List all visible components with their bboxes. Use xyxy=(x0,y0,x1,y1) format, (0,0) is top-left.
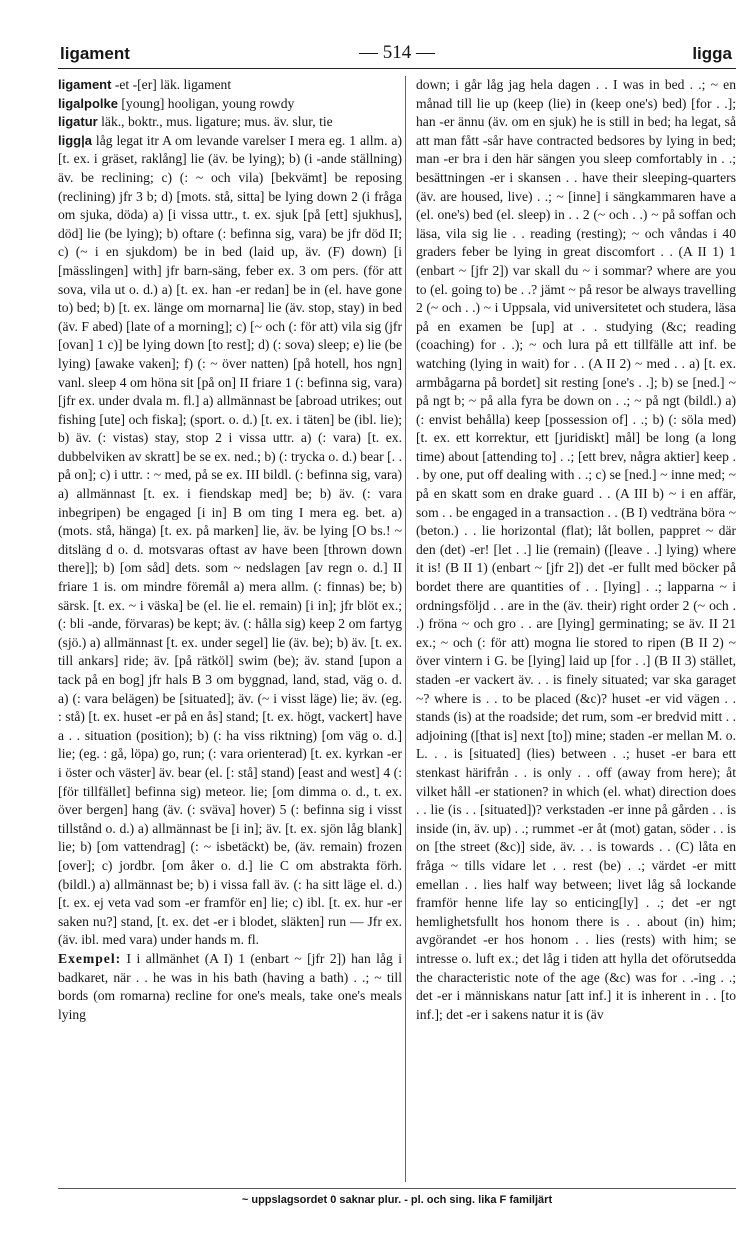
headword: ligalpolke xyxy=(58,95,118,111)
entry-ligatur xyxy=(58,113,402,132)
right-column xyxy=(416,76,736,1186)
left-column xyxy=(58,76,402,1186)
entry-ligament xyxy=(58,76,402,95)
headword: ligg|a xyxy=(58,132,92,148)
examples-block xyxy=(58,950,402,1024)
page-footer xyxy=(58,1194,736,1216)
page-header xyxy=(58,40,736,69)
entry-text: -et -[er] läk. ligament xyxy=(114,77,232,92)
running-head-left: ligament xyxy=(60,44,130,63)
examples-label: Exempel: xyxy=(58,950,122,966)
headword: ligament xyxy=(58,77,112,92)
entry-text: [young] hooligan, young rowdy xyxy=(121,95,295,111)
running-head-right: ligga xyxy=(692,44,732,63)
footer-rule xyxy=(58,1188,736,1189)
abbreviation-key: ~ uppslagsordet 0 saknar plur. - pl. och sing. lika F familjärt xyxy=(241,1194,553,1206)
examples-text: I i allmänhet (A I) 1 (enbart ~ [jfr 2]) han låg i badkaret, när . . he was in his bath (having a bath) . .; ~ till bords (om romarna) recline for one's meals, take one's meals lying xyxy=(58,950,402,1022)
entry-ligga xyxy=(58,132,402,950)
entry-continuation: down; i går låg jag hela dagen . . I was in bed . .; ~ en månad till lie up (keep (lie) in (keep one's) bed) [for . .]; han -er ännu (äv. om en sjuk) he is still in bed; ha legat, så att man fått -sår have contracted bedsores by lying in bed; man -er bra i den här sängen you sleep comfortably in . .; besättningen -er i skansen . . have their sleeping-quarters (äv. are housed, live) . .; ~ [inne] i sängkammaren have a (el. one's) bed (el. sleep) in . . 2 (~ och . .) ~ på soffan och läsa, vila sig lie . . reading (resting); ~ och våndas i 40 graders feber be lying in great discomfort . . (A II 1) 1 (enbart ~ [jfr 2]) var skall du ~ i sommar? where are you to (el. going to) be . .? jämt ~ på resor be always travelling 2 (~ och . .) ~ i Uppsala, vid universitetet och studera, läsa på en examen be [up] at . . studying (&c; reading (coaching) for . .); ~ och lura på ett tillfälle att inf. be watching (lying in wait) for . . (A II 2) ~ med . . a) [t. ex. armbågarna på bordet] sit resting [one's . .]; b) se [ned.] ~ på ngt b; ~ på alla fyra be down on . .; ~ på ngt (bildl.) a) (: envist behålla) keep [possession of] . .; b) (: söla med) [t. ex. ett korrektur, ett [juridiskt] mål] be long (a long time) about [attending to] . .; [ett brev, några aktier] keep . . by one, put off dealing with . .; c) se [ned.] ~ inne med; ~ på en skatt som en drake guard . . (A III b) ~ i en affär, som . . be engaged in a transaction . . (B I) vedträna böra ~ (beton.) . . lie horizontal (flat); låt bollen, pappret ~ där den (det) -er! [let . .] lie (remain) ([leave . .] lying) where it is! (B II 1) (enbart ~ [jfr 2]) det -er fullt med böcker på bordet there are quantities of . . [lying] . .; lapparna ~ i ordningsföljd . . are in the (äv. their) right order 2 (~ och . .) fröna ~ och gro . . are [lying] germinating; se äv. II 21 ex.; ~ och (: för att) mogna lie stored to ripen (B II 2) ~ över vintern i G. be [lying] laid up [for . .] (B II 3) stället, staden -er vackert äv. . . is finely situated; var ska garaget ~? where is . . to be placed (&c)? huset -er vid vägen . . stands (is) at the roadside; det rum, som -er bredvid mitt . . adjoining ([that is] next [to]) mine; staden -er mellan M. o. L. . . is [situated] (lies) between . .; huset -er bara ett stenkast härifrån . . is only . . off (away from here); åt vilket håll -er stationen? in which (el. what) direction does . . lie (is . . [situated])? verkstaden -er inne på gården . . is inside (in, äv. up) . .; rummet -er åt (mot) gatan, söder . . is on [the street (&c)] side, äv. . . is towards . . (C) låta en fråga ~ tills vidare let . . rest (be) . .; värdet -er mitt emellan . . lies half way between; livet låg så lockande framför henne life lay so enticing[ly] . .; det -er ngt hemlighetsfullt hos honom there is . . about (in) him; avgörandet -er hos honom . . lies (rests) with him; se intresse o. luft ex.; det låg i tiden att hylla det oförutsedda the characteristic note of the age (&c) was for . .-ing . .; det -er i människans natur [att inf.] it is inherent in . . [to inf.]; det -er i sakens natur it is (äv xyxy=(416,77,736,1022)
entry-text: läk., boktr., mus. ligature; mus. äv. slur, tie xyxy=(101,114,333,130)
headword: ligatur xyxy=(58,114,98,130)
page-number: — 514 — xyxy=(359,42,435,63)
column-divider xyxy=(405,76,406,1182)
entry-ligapojke xyxy=(58,95,402,114)
entry-text: låg legat itr A om levande varelser I mera eg. 1 allm. a) [t. ex. i gräset, raklång] lie (äv. be lying); b) (i -ande ställning) äv. be reclining; c) (: ~ och vila) [bekvämt] be reposing (reclining) jfr 3 b; d) [mots. stå, sitta] be lying down 2 (i fråga om sjuka, döda) a) [i vissa uttr., t. ex. sjuk [på [ett] sjukhus], död] lie (be lying); b) oftare (: befinna sig, vara) be jfr död II; c) (~ i en sjukdom) be in bed (laid up, äv. (F) down) [i [mässlingen] with] jfr barn-säng, feber ex. 3 om pers. (för att sova, vila ut o. d.) a) [t. ex. han -er redan] be in (el. have gone to) bed; b) [t. ex. länge om mornarna] lie (äv. stop, stay) in bed (äv. F abed) [late of a morning]; c) [~ och (: för att) vila sig (jfr [ovan] 1 c)] be lying down [to rest]; d) (: sova) sleep; e) lie (be lying) [awake vaken]; f) (: ~ över natten) [på hotell, hos ngn] vanl. sleep 4 om höna sit [på on] II friare 1 (: befinna sig, vara) [jfr ex. under dvala m. fl.] a) allmännast be [abroad utrikes; out fishing [ute] och fiska]; (sport. o. d.) [t. ex. i täten] be (ibl. lie); b) äv. (: vistas) stay, stop 2 i vissa uttr. a) (: vara) [t. ex. dubbelviken av skratt] be se ex. ned.; b) (: trycka o. d.) bear [. . på on]; c) i uttr. : ~ med, på se ex. III bildl. (: befinna sig, vara) a) allmännast [t. ex. i fiendskap med] be; b) äv. (: vara inbegripen) be engaged [i in] B om ting I mera eg. bet. a) (mots. stå, hänga) [t. ex. på marken] lie, äv. be lying [O bs.! ~ ditsläng d o. d. motsvaras oftast av have been [thrown down there]]; b) [om såd] dets. som ~ nedslagen [av regn o. d.] II friare 1 is. om mindre föremål a) mera allm. (: finnas) be; b) särsk. [t. ex. ~ i väska] be (el. lie el. remain) [i in]; jfr blöt ex.; (: bli -ande, förvaras) be kept; äv. (: hålla sig) keep 2 om fartyg (sjö.) a) allmännast [t. ex. under segel] lie (äv. be); b) äv. [t. ex. till ankars] ride; äv. [på rätköl] swim (be); äv. stand [upon a tack på en bog] jfr hals B 3 om byggnad, land, stad, väg o. d. a) (: vara belägen) be [situated]; äv. (~ i visst läge) lie; äv. (eg. : stå) [t. ex. huset -er på en ås] stand; [t. ex. högt, vackert] have a . . situation (position); b) (: ha viss riktning) [om väg o. d.] lie; (eg. : gå, löpa) go, run; (: vara orienterad) [t. ex. kyrkan -er i öster och väster] äv. bear (el. [: stå] stand) [east and west] 4 (: [för tillfället] befinna sig) meteor. lie; [om dimma o. d., t. ex. över bergen] hang (äv. (: sväva] hover) 5 (: befinna sig i visst tillstånd o. d.) a) allmännast be [i in]; äv. [t. ex. sjön låg blank] lie; b) [om vattendrag] (: ~ isbetäckt) be, (äv. remain) frozen [over]; c) jordbr. [om åker o. d.] lie C om abstrakta förh. (bildl.) a) allmännast be; b) i vissa fall äv. (: ha sitt läge el. d.) [t. ex. ej veta vad som -er framför en] lie; c) ibl. [t. ex. hur -er saken nu?] stand, [t. ex. det -er i blodet, släkten] run — Jfr ex. (äv. ibl. med vara) under hands m. fl. xyxy=(58,132,402,948)
